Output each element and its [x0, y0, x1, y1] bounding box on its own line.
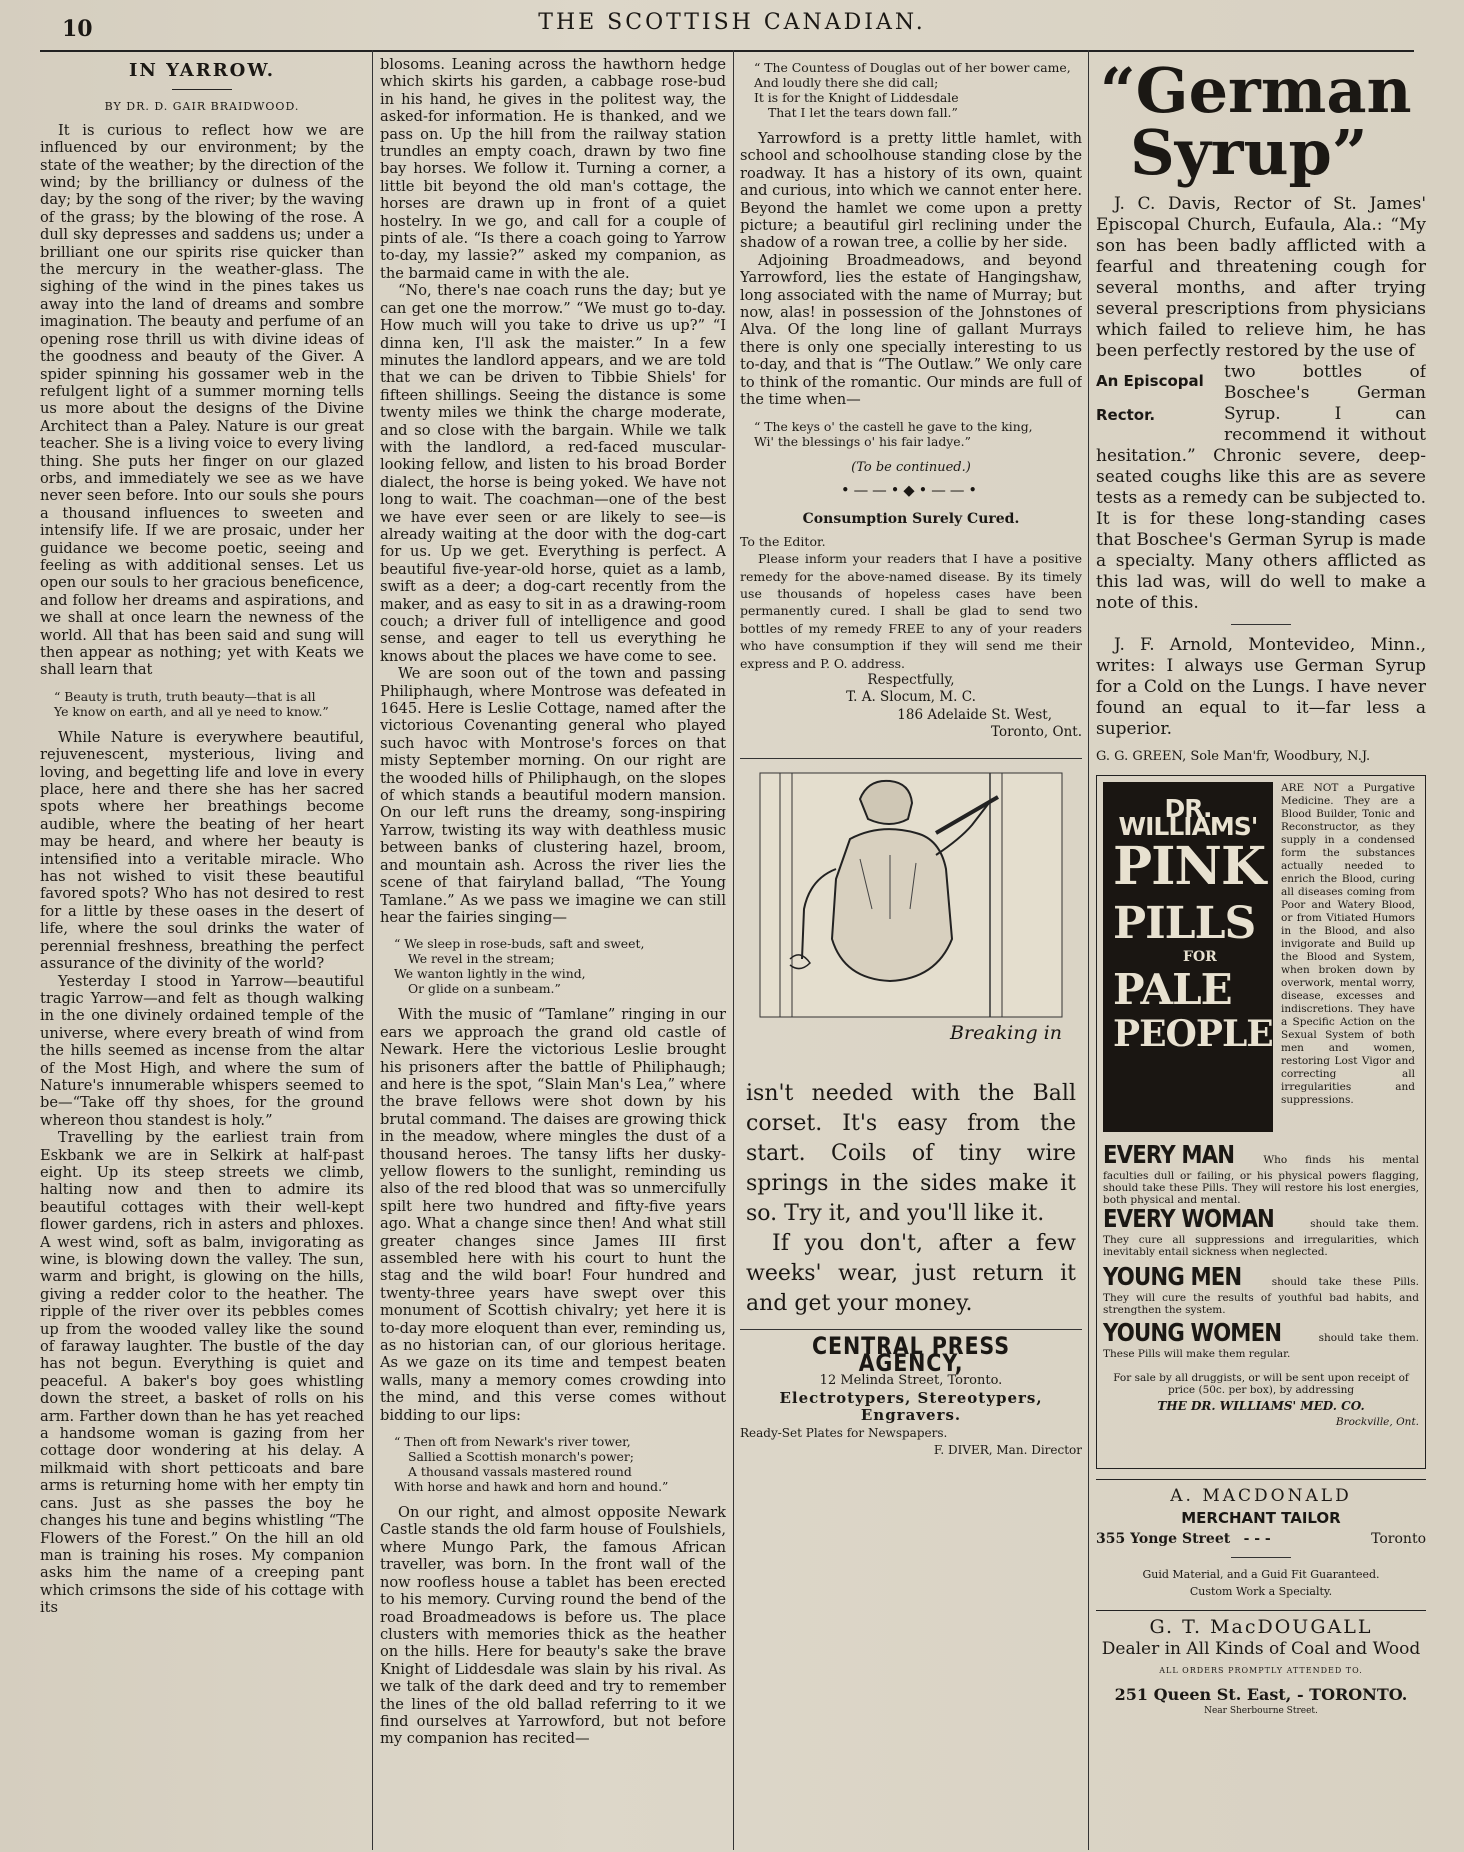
quote-newark: “ Then oft from Newark's river tower, Sallied a Scottish monarch's power; A thousand vassals mastered round With horse and hawk and horn and hound.” — [394, 1434, 669, 1495]
title-rule — [172, 89, 232, 90]
german-syrup-manufacturer: G. G. GREEN, Sole Man'fr, Woodbury, N.J. — [1096, 749, 1371, 764]
ornament-divider: •——•◆•——• — [840, 481, 982, 499]
central-press-street: 12 Melinda Street, Toronto. — [819, 1373, 1003, 1389]
german-syrup-arnold: J. F. Arnold, Montevideo, Minn., writes: I always use German Syrup for a Cold on the Lungs. I have never found an equal to it—far less a superior. — [1096, 635, 1426, 739]
article-column-3 — [740, 56, 1082, 1846]
article-paragraph: With the music of “Tamlane” ringing in our ears we approach the grand old castle of Newark. Here the victorious Leslie brought his prisoners after the battle of Philiphaugh; and here is the spot, “Slain Man's Lea,” where the brave fellows were shot down by his brutal command. The daises are growing thick in the meadow, where mingles the dust of a thousand heroes. The tansy lifts her dusky-yellow flowers to the sunlight, reminding us also of the red blood that was so unmercifully spilt here two hundred and fifty-five years ago. What a change since then! And what still greater changes since James III first assembled here with his court to hunt the stag and the wild boar! Four hundred and twenty-three years have swept over this monument of Scottish chivalry; yet here it is to-day more eloquent than ever, reminding us, as no historian can, of our glorious heritage. As we gaze on its time and tempest beaten walls, many a memory comes crowding into the mind, and this verse comes without bidding to our lips: — [380, 1006, 726, 1424]
german-syrup-testimonial: J. C. Davis, Rector of St. James' Episcopal Church, Eufaula, Ala.: “My son has been badly afflicted with a fearful and threatening cough for several months, and after trying several prescriptions from physicians which failed to relieve him, he has been perfectly restored by the use of — [1096, 194, 1426, 361]
every-woman-block: EVERY WOMAN should take them. They cure all suppressions and irregularities, which inevitably entail sickness when neglected. — [1103, 1204, 1419, 1259]
quote-keats: “ Beauty is truth, truth beauty—that is all Ye know on earth, and all ye need to know.” — [54, 688, 329, 719]
macdougall-dealer: Dealer in All Kinds of Coal and Wood — [1101, 1638, 1421, 1659]
article-title: IN YARROW. — [128, 60, 276, 81]
continued-note: (To be continued.) — [851, 459, 971, 475]
pink-pills-city: Brockville, Ont. — [1335, 1416, 1419, 1429]
page-number: 10 — [62, 16, 93, 42]
article-paragraph: Yarrowford is a pretty little hamlet, with school and schoolhouse standing close by the roadway. It has a history of its own, quaint and curious, into which we cannot enter here. Beyond the hamlet we come upon a pretty picture; a beautiful girl reclining under the shadow of a rowan tree, a collie by her side. — [740, 130, 1082, 252]
macdougall-near: Near Sherbourne Street. — [1204, 1706, 1318, 1717]
every-man-block: EVERY MAN Who finds his mental faculties dull or failing, or his physical powers flagging, should take these Pills. They will restore his lost energies, both physical and mental. — [1103, 1140, 1419, 1207]
article-column-2 — [380, 56, 726, 1846]
pink-pills-logo: DR. WILLIAMS' PINK PILLS FOR PALE PEOPLE — [1103, 782, 1273, 1132]
macdougall-name: G. T. MacDOUGALL — [1149, 1616, 1373, 1639]
article-column-1 — [40, 56, 364, 1846]
consumption-city: Toronto, Ont. — [991, 724, 1082, 741]
central-press-name: CENTRAL PRESS AGENCY, — [812, 1331, 1010, 1377]
consumption-to: To the Editor. — [740, 533, 826, 549]
pink-pills-company: THE DR. WILLIAMS' MED. CO. — [1157, 1399, 1365, 1414]
quote-outlaw: “ The keys o' the castell he gave to the king, Wi' the blessings o' his fair ladye.” — [754, 418, 1033, 449]
article-paragraph: While Nature is everywhere beautiful, rejuvenescent, mysterious, living and loving, and begetting life and love in every place, here and there she has her sacred spots where her breathings become audible, where the beating of her heart may be heard, and where her beauty is intensified into a veritable miracle. Who has not wished to visit these beautiful favored spots? Who has not desired to rest for a little by these oases in the desert of life, where the soul drinks the water of perennial freshness, breathing the perfect assurance of the divinity of the world? — [40, 728, 364, 973]
header-rule — [40, 50, 1414, 52]
consumption-signer: T. A. Slocum, M. C. — [846, 689, 976, 706]
german-syrup-title: “German Syrup” — [1100, 56, 1412, 189]
german-syrup-continued: An Episcopal Rector. two bottles of Boschee's German Syrup. I can recommend it without hesitation.” Chronic severe, deep-seated coughs like this are as severe tests as a remedy can be subjected to. It is for these long-standing cases that Boschee's German Syrup is made a specialty. Many others afflicted as this lad was, will do well to make a note of this. — [1096, 362, 1426, 613]
macdougall-ad — [1096, 1610, 1426, 1720]
article-paragraph: “No, there's nae coach runs the day; but ye can get one the morrow.” “We must go to-day. How much will you take to drive us up?” “I dinna ken, I'll ask the maister.” In a few minutes the landlord appears, and we are told that we can be driven to Tibbie Shiels' for fifteen shillings. Seeing the distance is some twenty miles we think the charge moderate, and so close with the bargain. While we talk with the landlord, a red-faced muscular-looking fellow, and listen to his broad Border dialect, the horse is being yoked. We have not long to wait. The coachman—one of the best we have ever seen or are likely to see—is already waiting at the door with the dog-cart for us. Up we get. Everything is perfect. A beautiful five-year-old horse, quiet as a lamb, swift as a deer; a dog-cart recently from the maker, and as easy to sit in as a drawing-room couch; a driver full of intelligence and good sense, and eager to tell us everything he knows about the places we have come to see. — [380, 282, 726, 665]
article-byline: BY DR. D. GAIR BRAIDWOOD. — [104, 100, 300, 114]
corset-paragraph: If you don't, after a few weeks' wear, just return it and get your money. — [746, 1230, 1076, 1316]
episcopal-sidebar: An Episcopal Rector. — [1096, 372, 1204, 424]
corset-paragraph: isn't needed with the Ball corset. It's easy from the start. Coils of tiny wire springs in the sides make it so. Try it, and you'll like it. — [746, 1080, 1076, 1226]
young-men-block: YOUNG MEN should take these Pills. They will cure the results of youthful bad habits, and strengthen the system. — [1103, 1262, 1419, 1317]
article-paragraph: Yesterday I stood in Yarrow—beautiful tragic Yarrow—and felt as though walking in the one divinely ordained temple of the universe, where every breath of wind from the hills seemed as incense from the altar of the Most High, and where the sum of Nature's innumerable whispers seemed to be—“Take off thy shoes, for the ground whereon thou standest is holy.” — [40, 972, 364, 1129]
pink-pills-ad — [1096, 775, 1426, 1469]
central-press-director: F. DIVER, Man. Director — [933, 1443, 1082, 1458]
central-press-plates: Ready-Set Plates for Newspapers. — [740, 1425, 948, 1440]
page-header — [40, 6, 1424, 50]
pink-pills-description: ARE NOT a Purgative Medicine. They are a Blood Builder, Tonic and Reconstructor, as they supply in a condensed form the substances actually needed to enrich the Blood, curing all diseases coming from Poor and Watery Blood, or from Vitiated Humors in the Blood, and also invigorate and Build up the Blood and System, when broken down by overwork, mental worry, disease, excesses and indiscretions. They have a Specific Action on the Sexual System of both men and women, restoring Lost Vigor and correcting all irregularities and suppressions. — [1281, 782, 1415, 1107]
young-women-block: YOUNG WOMEN should take them. These Pills will make them regular. — [1103, 1318, 1419, 1361]
article-paragraph: Adjoining Broadmeadows, and beyond Yarrowford, lies the estate of Hangingshaw, long associated with the name of Murray; but now, alas! in possession of the Johnstones of Alva. Of the long line of gallant Murrays there is only one specially interesting to us to-day, and that is “The Outlaw.” We only care to think of the romantic. Our minds are full of the time when— — [740, 251, 1082, 409]
column-divider — [733, 50, 734, 1850]
quote-douglas: “ The Countess of Douglas out of her bower came, And loudly there she did call; It is for the Knight of Liddesdale That I let the tears down fall.” — [754, 60, 1071, 120]
macdougall-orders: ALL ORDERS PROMPTLY ATTENDED TO. — [1159, 1666, 1363, 1676]
article-paragraph: blosoms. Leaning across the hawthorn hedge which skirts his garden, a cabbage rose-bud in his hand, he gives in the politest way, the asked-for information. He is thanked, and we pass on. Up the hill from the railway station trundles an empty coach, drawn by two fine bay horses. We follow it. Turning a corner, a little bit beyond the old man's cottage, the horses are drawn up in front of a quiet hostelry. In we go, and call for a couple of pints of ale. “Is there a coach going to Yarrow to-day, my lassie?” asked my companion, as the barmaid came in with the ale. — [380, 56, 726, 282]
central-press-ad — [740, 1329, 1082, 1460]
pink-pills-sale: For sale by all druggists, or will be sent upon receipt of price (50c. per box), by addressing — [1113, 1372, 1409, 1397]
macdonald-address: Toronto 355 Yonge Street - - - — [1096, 1531, 1426, 1548]
macdonald-guarantee: Guid Material, and a Guid Fit Guaranteed. — [1142, 1567, 1380, 1581]
newspaper-title: THE SCOTTISH CANADIAN. — [538, 10, 926, 35]
article-paragraph: It is curious to reflect how we are influenced by our environment; by the state of the weather; by the direction of the wind; by the brilliancy or dulness of the day; by the song of the river; by the waving of the grass; by the blowing of the rose. A dull sky depresses and saddens us; under a brilliant one our spirits rise quicker than the mercury in the weather-glass. The sighing of the wind in the pines takes us away into the land of dreams and sombre imagination. The beauty and perfume of an opening rose thrill us with divine ideas of the goodness and beauty of the Giver. A spider spinning his gossamer web in the refulgent light of a summer morning tells us more about the designs of the Divine Architect than a Paley. Nature is our great teacher. She is a living voice to every living thing. She puts her finger on our glazed orbs, and immediately we see as we have never seen before. Into our souls she pours a thousand influences to sweeten and intensify life. If we are prosaic, under her guidance we become poetic, seeing and feeling as with additional senses. Let us open our souls to her gracious beneficence, and follow her dreams and aspirations, and we shall at once learn the newness of the world. All that has been said and sung will then appear as nothing; yet with Keats we shall learn that — [40, 121, 364, 679]
macdonald-ad — [1096, 1479, 1426, 1600]
central-press-services-2: Engravers. — [860, 1406, 962, 1425]
corset-caption: Breaking in — [950, 1021, 1062, 1044]
column-divider — [1088, 50, 1089, 1850]
article-paragraph: On our right, and almost opposite Newark Castle stands the old farm house of Foulshiels, where Mungo Park, the famous African traveller, was born. In the front wall of the now roofless house a tablet has been erected to his memory. Curving round the bend of the road Broadmeadows is before us. The place clusters with memories thick as the heather on the hills. Here for beauty's sake the brave Knight of Liddesdale was slain by his rival. As we talk of the dark deed and try to remember the lines of the old ballad referring to it we find ourselves at Yarrowford, but not before my companion has recited— — [380, 1504, 726, 1748]
consumption-address: 186 Adelaide St. West, — [897, 706, 1052, 723]
consumption-body: Please inform your readers that I have a positive remedy for the above-named disease. By its timely use thousands of hopeless cases have been permanently cured. I shall be glad to send two bottles of my remedy FREE to any of your readers who have consumption if they will send me their express and P. O. address. — [740, 551, 1082, 671]
macdonald-trade: MERCHANT TAILOR — [1181, 1508, 1341, 1527]
advertisement-column — [1096, 56, 1426, 1846]
quote-tamlane: “ We sleep in rose-buds, saft and sweet, We revel in the stream; We wanton lightly in the wind, Or glide on a sunbeam.” — [394, 936, 645, 997]
corset-illustration — [740, 758, 1082, 1079]
macdougall-address: 251 Queen St. East, - TORONTO. — [1114, 1684, 1408, 1704]
consumption-heading: Consumption Surely Cured. — [802, 511, 1020, 528]
macdonald-custom: Custom Work a Specialty. — [1189, 1585, 1333, 1599]
corset-ad-text — [740, 1079, 1082, 1319]
macdonald-name: A. MACDONALD — [1170, 1486, 1352, 1507]
article-paragraph: Travelling by the earliest train from Eskbank we are in Selkirk at half-past eight. Up its steep streets we climb, halting now and then to admire its beautiful cottages with their well-kept flower gardens, rich in asters and phloxes. A west wind, soft as balm, invigorating as wine, is blowing down the valley. The sun, warm and bright, is glowing on the hills, giving a redder color to the heather. The ripple of the river over its pebbles comes up from the wooded valley like the sound of faraway laughter. The bustle of the day has not begun. Everything is quiet and peaceful. A baker's boy goes whistling down the street, a basket of rolls on his arm. Farther down than he has yet reached a handsome woman is gazing from her cottage door wondering at his delay. A milkmaid with short petticoats and bare arms is returning home with her empty tin cans. Just as she passes the boy he changes his tune and begins whistling “The Flowers of the Forest.” On the hill an old man is training his roses. My companion asks him the name of a creeping pant which crimsons the side of his cottage with its — [40, 1129, 364, 1617]
consumption-closing: Respectfully, — [867, 671, 955, 688]
article-paragraph: We are soon out of the town and passing Philiphaugh, where Montrose was defeated in 1645. Here is Leslie Cottage, named after the victorious Covenanting general who played such havoc with Montrose's forces on that misty September morning. On our right are the wooded hills of Philiphaugh, on the slopes of which stands a beautiful modern mansion. On our left runs the dreamy, song-inspiring Yarrow, twisting its way with deathless music between banks of clustering hazel, broom, and mountain ash. Across the river lies the scene of that fairyland ballad, “The Young Tamlane.” As we pass we imagine we can still hear the fairies singing— — [380, 665, 726, 926]
column-divider — [372, 50, 373, 1850]
central-press-services: Electrotypers, Stereotypers, — [779, 1388, 1043, 1407]
